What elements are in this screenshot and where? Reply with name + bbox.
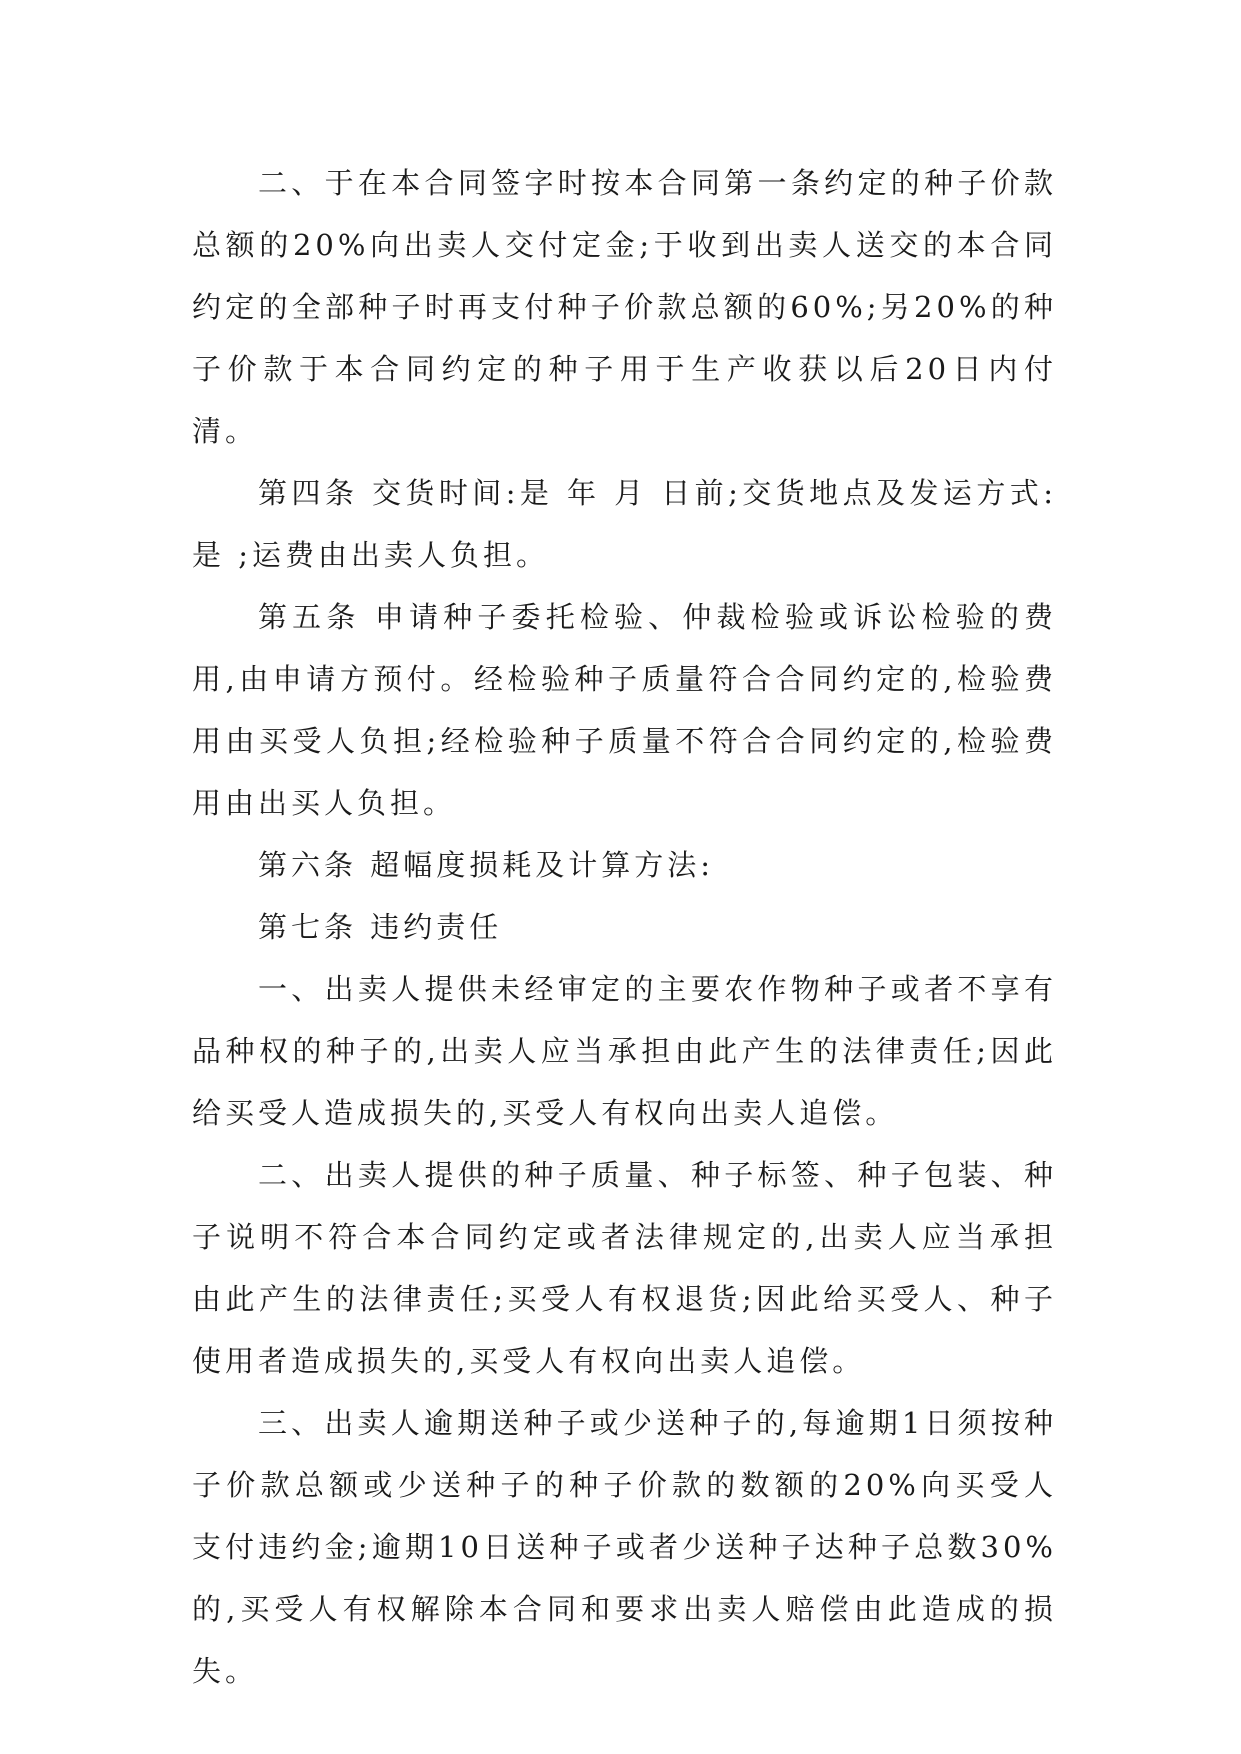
paragraph-liability-item-1: 一、出卖人提供未经审定的主要农作物种子或者不享有品种权的种子的,出卖人应当承担由此产生的法律责任;因此给买受人造成损失的,买受人有权向出卖人追偿。 [192, 972, 1057, 1130]
paragraph-article-5-inspection: 第五条 申请种子委托检验、仲裁检验或诉讼检验的费用,由申请方预付。经检验种子质量符合合同约定的,检验费用由买受人负担;经检验种子质量不符合合同约定的,检验费用由出买人负担。 [192, 600, 1057, 820]
paragraph-liability-item-2: 二、出卖人提供的种子质量、种子标签、种子包装、种子说明不符合本合同约定或者法律规定的,出卖人应当承担由此产生的法律责任;买受人有权退货;因此给买受人、种子使用者造成损失的,买受人有权向出卖人追偿。 [192, 1158, 1057, 1378]
paragraph-payment-terms: 二、于在本合同签字时按本合同第一条约定的种子价款总额的20%向出卖人交付定金;于收到出卖人送交的本合同约定的全部种子时再支付种子价款总额的60%;另20%的种子价款于本合同约定的种子用于生产收获以后20日内付清。 [192, 166, 1057, 448]
paragraph-article-6-loss: 第六条 超幅度损耗及计算方法: [258, 848, 714, 882]
document-body [192, 152, 1057, 1702]
paragraph-liability-item-3: 三、出卖人逾期送种子或少送种子的,每逾期1日须按种子价款总额或少送种子的种子价款的数额的20%向买受人支付违约金;逾期10日送种子或者少送种子达种子总数30%的,买受人有权解除本合同和要求出卖人赔偿由此造成的损失。 [192, 1406, 1057, 1688]
paragraph-article-7-liability: 第七条 违约责任 [258, 910, 503, 944]
paragraph-article-4-delivery: 第四条 交货时间:是 年 月 日前;交货地点及发运方式:是 ;运费由出卖人负担。 [192, 476, 1057, 572]
